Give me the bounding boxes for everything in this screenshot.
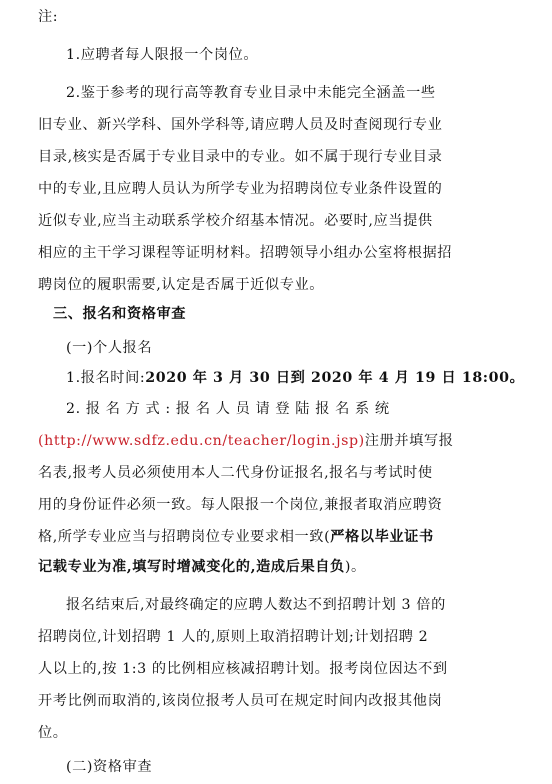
registration-url-link[interactable]: (http://www.sdfz.edu.cn/teacher/login.jsp): [38, 433, 365, 449]
registration-method-line-2: [38, 432, 524, 450]
subsection-2-heading: (二)资格审查: [66, 759, 153, 775]
after-registration-line-2: 招聘岗位,计划招聘 1 人的,原则上取消招聘计划;计划招聘 2: [38, 629, 429, 645]
note-2-line-5: 近似专业,应当主动联系学校介绍基本情况。必要时,应当提供: [38, 213, 433, 229]
after-registration-line-5: 位。: [38, 725, 68, 741]
after-registration-line-1: 报名结束后,对最终确定的应聘人数达不到招聘计划 3 倍的: [66, 597, 446, 613]
registration-method-line-4: 用的身份证件必须一致。每人限报一个岗位,兼报者取消应聘资: [38, 497, 443, 513]
registration-method-line-6: [38, 558, 524, 576]
registration-method-line-5: [38, 528, 524, 546]
registration-method-line-3: 名表,报考人员必须使用本人二代身份证报名,报名与考试时使: [38, 465, 433, 481]
note-2-line-4: 中的专业,且应聘人员认为所学专业为招聘岗位专业条件设置的: [38, 181, 443, 197]
note-label: 注:: [38, 9, 59, 25]
section-3-heading: 三、报名和资格审查: [53, 306, 187, 322]
note-2-line-6: 相应的主干学习课程等证明材料。招聘领导小组办公室将根据招: [38, 245, 453, 261]
registration-method-line-2-tail: 注册并填写报: [364, 433, 454, 449]
note-1: 1.应聘者每人限报一个岗位。: [66, 47, 259, 63]
note-2-line-7: 聘岗位的履职需要,认定是否属于近似专业。: [38, 277, 325, 293]
note-2-line-1: 2.鉴于参考的现行高等教育专业目录中未能完全涵盖一些: [66, 85, 436, 101]
registration-method-line-5-text: 格,所学专业应当与招聘岗位专业要求相一致(: [38, 529, 331, 545]
note-2-line-3: 目录,核实是否属于专业目录中的专业。如不属于现行专业目录: [38, 149, 443, 165]
registration-method-line-6-tail: )。: [344, 559, 366, 575]
after-registration-line-3: 人以上的,按 1:3 的比例相应核减招聘计划。报考岗位因达不到: [38, 661, 448, 677]
subsection-1-heading: (一)个人报名: [66, 340, 153, 356]
registration-time-value: 2020 年 3 月 30 日到 2020 年 4 月 19 日 18:00。: [145, 370, 525, 386]
registration-method-line-6-emphasis: 记载专业为准,填写时增减变化的,造成后果自负: [38, 559, 345, 575]
registration-method-line-1: 2. 报 名 方 式 : 报 名 人 员 请 登 陆 报 名 系 统: [66, 401, 390, 417]
note-2-line-2: 旧专业、新兴学科、国外学科等,请应聘人员及时查阅现行专业: [38, 117, 443, 133]
registration-time: [66, 369, 552, 387]
after-registration-line-4: 开考比例而取消的,该岗位报考人员可在规定时间内改报其他岗: [38, 693, 443, 709]
registration-method-line-5-emphasis: 严格以毕业证书: [330, 529, 434, 545]
registration-time-label: 1.报名时间:: [66, 370, 146, 386]
